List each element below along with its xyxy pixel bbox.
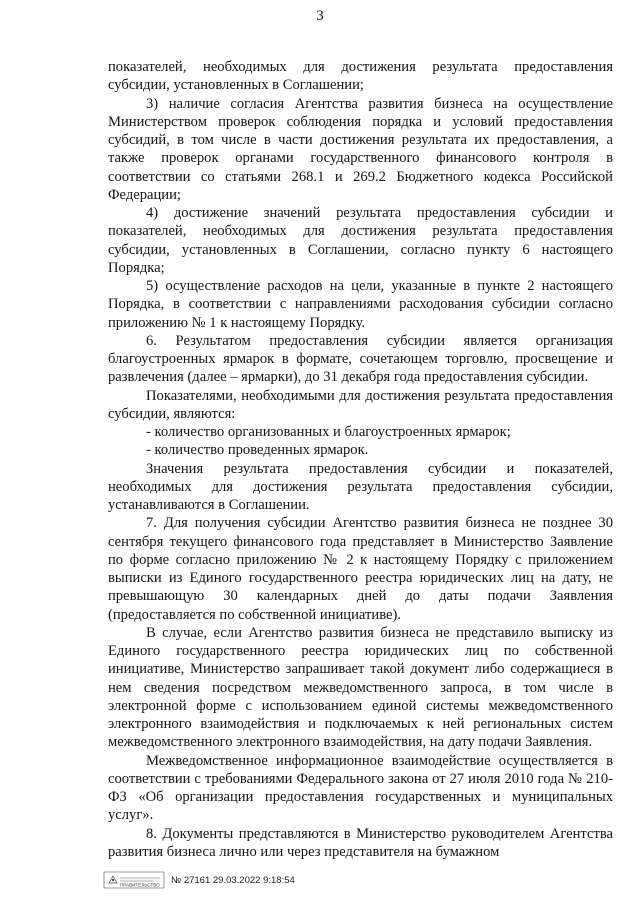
paragraph: Показателями, необходимыми для достижения результата предоставления субсидии, являются: <box>108 387 613 422</box>
paragraph: 3) наличие согласия Агентства развития бизнеса на осуществление Министерством проверок соблюдения порядка и условий предоставления субсидий, в том числе в части достижения результата их предоставления, а также проверок органами государственного финансового контроля в соответствии со статьями 268.1 и 269.2 Бюджетного кодекса Российской Федерации; <box>108 95 613 203</box>
paragraph: Межведомственное информационное взаимодействие осуществляется в соответствии с требованиями Федерального закона от 27 июля 2010 года № 210-ФЗ «Об организации предоставления государственных и муниципальных услуг». <box>108 752 613 824</box>
paragraph: 7. Для получения субсидии Агентство развития бизнеса не позднее 30 сентября текущего финансового года представляет в Министерство Заявление по форме согласно приложению № 2 к настоящему Порядку с приложением выписки из Единого государственного реестра юридических лиц на дату, не превышающую 30 календарных дней до даты подачи Заявления (предоставляется по собственной инициативе). <box>108 515 613 623</box>
page-number: 3 <box>316 8 324 24</box>
document-footer <box>103 871 295 889</box>
logo-text: ПРАВИТЕЛЬСТВО <box>120 882 160 888</box>
document-body <box>108 58 613 861</box>
paragraph: 6. Результатом предоставления субсидии является организация благоустроенных ярмарок в формате, сочетающем торговлю, просвещение и развлечения (далее – ярмарки), до 31 декабря года предоставления субсидии. <box>108 332 613 386</box>
list-item: - количество организованных и благоустроенных ярмарок; <box>146 424 511 440</box>
paragraph: 4) достижение значений результата предоставления субсидии и показателей, необходимых для достижения результата предоставления субсидии, установленных в Соглашении, согласно пункту 6 настоящего Порядка; <box>108 205 613 276</box>
paragraph: показателей, необходимых для достижения результата предоставления субсидии, установленных в Соглашении; <box>108 59 613 94</box>
list-item: - количество проведенных ярмарок. <box>146 442 369 459</box>
paragraph: 8. Документы представляются в Министерство руководителем Агентства развития бизнеса лично или через представителя на бумажном <box>108 825 613 860</box>
paragraph: Значения результата предоставления субсидии и показателей, необходимых для достижения результата предоставления субсидии, устанавливаются в Соглашении. <box>108 460 613 513</box>
government-emblem-icon <box>103 871 165 889</box>
paragraph: 5) осуществление расходов на цели, указанные в пункте 2 настоящего Порядка, в соответствии с направлениями расходования субсидии согласно приложению № 1 к настоящему Порядку. <box>108 278 613 331</box>
paragraph: В случае, если Агентство развития бизнеса не представило выписку из Единого государственного реестра юридических лиц по собственной инициативе, Министерство запрашивает такой документ либо содержащиеся в нем сведения посредством межведомственного запроса, в том числе в электронной форме с использованием единой системы межведомственного электронного взаимодействия и подключаемых к ней региональных систем межведомственного электронного взаимодействия, на дату подачи Заявления. <box>108 624 613 751</box>
document-registration-info: № 27161 29.03.2022 9:18:54 <box>171 874 295 886</box>
